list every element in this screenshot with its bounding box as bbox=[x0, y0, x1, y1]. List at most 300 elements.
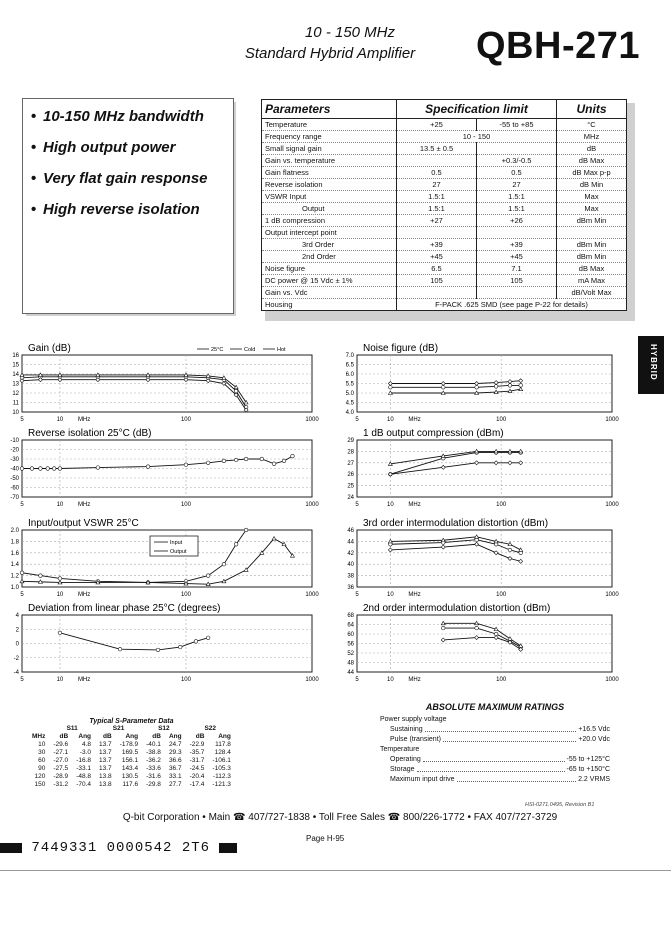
sparam-cell: -105.3 bbox=[212, 765, 231, 772]
spec-table bbox=[261, 99, 627, 311]
spec-header-parameters: Parameters bbox=[262, 100, 397, 119]
sparam-col-header: dB bbox=[103, 733, 112, 740]
x-tick-label: 5 bbox=[20, 592, 24, 598]
y-tick-label: -30 bbox=[10, 457, 19, 463]
y-tick-label: 28 bbox=[347, 449, 354, 456]
spec-cell: dB Max bbox=[557, 263, 627, 275]
sparam-cell: -40.1 bbox=[146, 741, 161, 748]
sparam-cell: 24.7 bbox=[168, 741, 182, 748]
x-tick-label: 10 bbox=[387, 592, 394, 598]
spec-cell: dB Min bbox=[557, 179, 627, 191]
legend-label: Hot bbox=[277, 347, 286, 353]
spec-cell: +26 bbox=[477, 215, 557, 227]
sparam-cell: 36.7 bbox=[168, 765, 182, 772]
spec-cell: 1.5:1 bbox=[397, 203, 477, 215]
data-point bbox=[39, 574, 43, 578]
spec-cell: VSWR Input bbox=[262, 191, 397, 203]
data-point bbox=[272, 462, 276, 466]
data-point bbox=[475, 636, 479, 640]
sparam-col-header: dB bbox=[152, 733, 161, 740]
rating-row bbox=[380, 775, 610, 785]
data-point bbox=[260, 457, 264, 461]
spec-cell: °C bbox=[557, 119, 627, 131]
x-tick-label: 100 bbox=[496, 502, 507, 508]
y-tick-label: 6.0 bbox=[345, 372, 354, 378]
spec-header-limit: Specification limit bbox=[397, 100, 557, 119]
data-point bbox=[178, 645, 182, 649]
y-tick-label: 10 bbox=[12, 410, 19, 416]
rating-value: -55 to +125°C bbox=[566, 756, 610, 763]
spec-cell: +0.3/-0.5 bbox=[477, 155, 557, 167]
data-point bbox=[184, 463, 188, 467]
spec-cell: 1.5:1 bbox=[397, 191, 477, 203]
spec-cell bbox=[397, 287, 477, 299]
y-tick-label: 2 bbox=[15, 627, 19, 634]
x-axis-label: MHz bbox=[77, 677, 91, 683]
data-point bbox=[20, 571, 24, 575]
spec-cell: Reverse isolation bbox=[262, 179, 397, 191]
spec-cell: 27 bbox=[397, 179, 477, 191]
x-tick-label: 1000 bbox=[605, 592, 619, 598]
bottom-rule bbox=[0, 870, 671, 871]
data-point bbox=[291, 454, 295, 458]
series-line bbox=[22, 456, 292, 468]
x-tick-label: 100 bbox=[496, 592, 507, 598]
spec-cell: dB bbox=[557, 143, 627, 155]
spec-cell: Small signal gain bbox=[262, 143, 397, 155]
spec-cell: DC power @ 15 Vdc ± 1% bbox=[262, 275, 397, 287]
x-tick-label: 10 bbox=[56, 592, 64, 598]
sparam-col-header: MHz bbox=[32, 733, 46, 740]
data-point bbox=[494, 385, 498, 389]
y-tick-label: 1.0 bbox=[10, 585, 19, 591]
rating-value: -65 to +150°C bbox=[566, 766, 610, 773]
spec-row bbox=[262, 191, 627, 203]
y-tick-label: -2 bbox=[13, 655, 19, 662]
spec-cell: mA Max bbox=[557, 275, 627, 287]
sparam-cell: 13.7 bbox=[99, 749, 112, 756]
rating-label: Maximum input drive bbox=[390, 776, 455, 783]
spec-row bbox=[262, 155, 627, 167]
spec-cell: dBm Min bbox=[557, 239, 627, 251]
y-tick-label: 46 bbox=[347, 528, 354, 534]
x-axis-label: MHz bbox=[408, 417, 421, 423]
rating-row bbox=[380, 765, 610, 775]
y-tick-label: 7.0 bbox=[345, 353, 354, 359]
sparam-cell: 130.5 bbox=[121, 773, 139, 780]
y-tick-label: 60 bbox=[347, 632, 354, 638]
x-axis-label: MHz bbox=[408, 502, 421, 508]
spec-cell: Gain vs. temperature bbox=[262, 155, 397, 167]
data-point bbox=[494, 636, 498, 640]
data-point bbox=[206, 636, 210, 640]
y-tick-label: 5.0 bbox=[345, 391, 354, 397]
spec-row bbox=[262, 215, 627, 227]
y-tick-label: -50 bbox=[10, 476, 19, 482]
chart-title: Deviation from linear phase 25°C (degrees) bbox=[28, 603, 221, 614]
spec-row bbox=[262, 251, 627, 263]
rating-row bbox=[380, 735, 610, 745]
sparam-col-header: Ang bbox=[218, 733, 231, 740]
doc-reference: HSI-0271.0495, Revision B1 bbox=[525, 802, 595, 808]
sparam-col-header: Ang bbox=[78, 733, 92, 740]
spec-cell: +39 bbox=[477, 239, 557, 251]
y-tick-label: 4.0 bbox=[345, 410, 354, 416]
sparam-cell: -35.7 bbox=[189, 749, 205, 756]
spec-row bbox=[262, 275, 627, 287]
data-point bbox=[96, 466, 100, 470]
y-tick-label: -4 bbox=[13, 670, 19, 676]
sparam-cell: -36.2 bbox=[146, 757, 161, 764]
sparam-cell: -121.3 bbox=[212, 781, 231, 788]
sparam-cell: -27.5 bbox=[53, 765, 69, 772]
feature-item: • High output power bbox=[31, 138, 233, 157]
y-tick-label: -70 bbox=[10, 495, 19, 501]
sparam-cell: 4.8 bbox=[81, 741, 92, 748]
data-point bbox=[388, 548, 392, 552]
data-point bbox=[441, 465, 445, 469]
sparam-col-header: Ang bbox=[125, 733, 139, 740]
data-point bbox=[519, 387, 523, 391]
y-tick-label: 13 bbox=[12, 381, 19, 388]
x-tick-label: 10 bbox=[387, 417, 394, 423]
sparam-group: S12 bbox=[158, 725, 170, 732]
sparam-cell: 156.1 bbox=[121, 757, 139, 764]
sparam-col-header: Ang bbox=[168, 733, 182, 740]
data-point bbox=[234, 542, 238, 546]
data-point bbox=[52, 467, 56, 471]
sparam-cell: 29.3 bbox=[168, 749, 182, 756]
sparam-cell: 33.1 bbox=[168, 773, 182, 780]
data-point bbox=[475, 626, 479, 630]
series-line bbox=[22, 380, 246, 410]
spec-cell: Max bbox=[557, 191, 627, 203]
ratings-box bbox=[380, 702, 610, 785]
data-point bbox=[519, 379, 523, 383]
y-tick-label: 38 bbox=[347, 573, 354, 580]
sparam-row bbox=[28, 765, 235, 773]
x-tick-label: 5 bbox=[20, 677, 24, 683]
spec-cell: dBm Min bbox=[557, 251, 627, 263]
spec-cell: +45 bbox=[477, 251, 557, 263]
data-point bbox=[494, 381, 498, 385]
spec-cell: 0.5 bbox=[477, 167, 557, 179]
x-tick-label: 5 bbox=[355, 417, 359, 423]
series-line bbox=[22, 375, 246, 403]
data-point bbox=[58, 631, 62, 635]
sparam-cell: 90 bbox=[38, 765, 46, 772]
y-tick-label: 2.0 bbox=[10, 528, 19, 534]
x-tick-label: 10 bbox=[387, 502, 394, 508]
y-tick-label: 26 bbox=[347, 472, 354, 479]
x-tick-label: 5 bbox=[355, 502, 359, 508]
data-point bbox=[282, 542, 286, 546]
sparam-cell: 128.4 bbox=[214, 749, 231, 756]
x-tick-label: 1000 bbox=[305, 592, 319, 598]
header-subtitle-desc: Standard Hybrid Amplifier bbox=[244, 45, 416, 62]
spec-cell: 7.1 bbox=[477, 263, 557, 275]
chart-title: 2nd order intermodulation distortion (dBm) bbox=[363, 603, 551, 614]
data-point bbox=[508, 557, 512, 561]
spec-cell: 105 bbox=[397, 275, 477, 287]
y-tick-label: 16 bbox=[12, 353, 19, 359]
data-point bbox=[206, 574, 210, 578]
data-point bbox=[244, 528, 248, 532]
data-point bbox=[194, 640, 198, 644]
chart-title: 1 dB output compression (dBm) bbox=[363, 428, 504, 439]
spec-cell: 0.5 bbox=[397, 167, 477, 179]
data-point bbox=[58, 467, 62, 471]
data-point bbox=[222, 459, 226, 463]
data-point bbox=[222, 562, 226, 566]
sparam-cell: -33.6 bbox=[146, 765, 161, 772]
sparam-cell: -31.7 bbox=[189, 757, 205, 764]
legend-label: Input bbox=[170, 540, 183, 546]
rating-leader bbox=[425, 725, 577, 732]
rating-label: Temperature bbox=[380, 746, 420, 753]
spec-cell: +25 bbox=[397, 119, 477, 131]
spec-cell: Gain vs. Vdc bbox=[262, 287, 397, 299]
spec-cell: Temperature bbox=[262, 119, 397, 131]
spec-cell: dBm Min bbox=[557, 215, 627, 227]
spec-row bbox=[262, 239, 627, 251]
y-tick-label: 0 bbox=[15, 641, 19, 648]
rating-label: Pulse (transient) bbox=[390, 736, 441, 743]
feature-item: • Very flat gain response bbox=[31, 169, 233, 188]
x-tick-label: 100 bbox=[180, 677, 191, 683]
data-point bbox=[494, 461, 498, 465]
x-tick-label: 1000 bbox=[305, 417, 319, 423]
y-tick-label: 40 bbox=[347, 562, 354, 569]
page-number: Page H-95 bbox=[306, 834, 345, 843]
sparam-col-header: dB bbox=[195, 733, 205, 740]
spec-cell: 6.5 bbox=[397, 263, 477, 275]
x-tick-label: 100 bbox=[180, 502, 191, 508]
sparam-row bbox=[28, 757, 235, 765]
sparam-cell: -31.6 bbox=[146, 773, 161, 780]
sparam-cell: -112.3 bbox=[212, 773, 231, 780]
sparam-cell: 10 bbox=[38, 741, 46, 748]
spec-cell bbox=[477, 287, 557, 299]
x-tick-label: 100 bbox=[496, 677, 507, 683]
y-tick-label: -60 bbox=[10, 485, 19, 492]
spec-cell: 3rd Order bbox=[262, 239, 397, 251]
data-point bbox=[441, 382, 445, 386]
data-point bbox=[475, 386, 479, 390]
sparam-cell: 36.6 bbox=[168, 757, 182, 764]
spec-cell: 13.5 ± 0.5 bbox=[397, 143, 477, 155]
x-tick-label: 5 bbox=[355, 677, 359, 683]
spec-header-units: Units bbox=[557, 100, 627, 119]
data-point bbox=[519, 461, 523, 465]
x-axis-label: MHz bbox=[77, 417, 91, 423]
chart-title: Gain (dB) bbox=[28, 343, 71, 354]
y-tick-label: 48 bbox=[347, 660, 354, 667]
spec-cell: Frequency range bbox=[262, 131, 397, 143]
sparam-group: S21 bbox=[112, 725, 125, 732]
sparam-row bbox=[28, 773, 235, 781]
sparam-row bbox=[28, 741, 235, 749]
data-point bbox=[156, 648, 160, 652]
legend-label: Cold bbox=[244, 347, 256, 353]
y-tick-label: 4 bbox=[15, 613, 19, 619]
x-tick-label: 10 bbox=[387, 677, 394, 683]
y-tick-label: 6.5 bbox=[345, 362, 354, 369]
data-point bbox=[206, 461, 210, 465]
footer-contact: Q-bit Corporation • Main ☎ 407/727-1838 • Toll Free Sales ☎ 800/226-1772 • FAX 407/727-3729 bbox=[122, 812, 558, 823]
sparam-cell: 117.6 bbox=[122, 781, 139, 788]
spec-row bbox=[262, 131, 627, 143]
chart-title: Reverse isolation 25°C (dB) bbox=[28, 428, 152, 439]
sparam-cell: -27.1 bbox=[53, 749, 69, 756]
y-tick-label: 29 bbox=[347, 438, 354, 444]
sparam-cell: -178.9 bbox=[119, 741, 139, 748]
sparam-cell: -17.4 bbox=[189, 781, 205, 788]
sparam-cell: -3.0 bbox=[79, 749, 92, 756]
data-point bbox=[508, 384, 512, 388]
y-tick-label: 36 bbox=[347, 585, 354, 591]
x-axis-label: MHz bbox=[408, 592, 421, 598]
barcode-text bbox=[0, 840, 237, 857]
spec-cell: Output intercept point bbox=[262, 227, 397, 239]
data-point bbox=[441, 626, 445, 630]
data-point bbox=[244, 457, 248, 461]
spec-cell: 1 dB compression bbox=[262, 215, 397, 227]
rating-row bbox=[380, 725, 610, 735]
spec-cell: dB/Volt Max bbox=[557, 287, 627, 299]
y-tick-label: 1.6 bbox=[10, 550, 19, 557]
spec-cell: 105 bbox=[477, 275, 557, 287]
y-tick-label: 42 bbox=[347, 550, 354, 557]
sparam-col-header: dB bbox=[59, 733, 69, 740]
x-tick-label: 1000 bbox=[605, 502, 619, 508]
spec-cell: +27 bbox=[397, 215, 477, 227]
data-point bbox=[494, 551, 498, 555]
y-tick-label: 1.2 bbox=[10, 573, 19, 580]
y-tick-label: 15 bbox=[12, 362, 19, 369]
rating-value: 2.2 VRMS bbox=[578, 776, 610, 783]
sparam-group: S22 bbox=[204, 725, 217, 732]
data-point bbox=[508, 461, 512, 465]
x-tick-label: 5 bbox=[355, 592, 359, 598]
data-point bbox=[475, 461, 479, 465]
sparam-cell: 120 bbox=[34, 773, 46, 780]
sparam-cell: -29.8 bbox=[146, 781, 161, 788]
sparam-table bbox=[28, 718, 235, 789]
y-tick-label: 12 bbox=[12, 391, 19, 397]
sparam-cell: -38.8 bbox=[146, 749, 161, 756]
data-point bbox=[508, 380, 512, 384]
y-tick-label: 1.8 bbox=[10, 539, 19, 546]
spec-cell bbox=[477, 227, 557, 239]
y-tick-label: 11 bbox=[12, 400, 19, 407]
data-point bbox=[46, 467, 50, 471]
rating-leader bbox=[417, 765, 565, 772]
spec-row bbox=[262, 119, 627, 131]
rating-row bbox=[380, 755, 610, 765]
spec-cell: Noise figure bbox=[262, 263, 397, 275]
sparam-cell: -28.9 bbox=[53, 773, 69, 780]
rating-label: Operating bbox=[390, 756, 421, 763]
spec-cell: 2nd Order bbox=[262, 251, 397, 263]
spec-cell bbox=[397, 155, 477, 167]
sparam-cell: 13.7 bbox=[99, 741, 112, 748]
y-tick-label: -10 bbox=[10, 438, 19, 444]
x-tick-label: 100 bbox=[180, 592, 191, 598]
data-point bbox=[508, 548, 512, 552]
spec-cell bbox=[477, 143, 557, 155]
spec-row bbox=[262, 203, 627, 215]
x-tick-label: 10 bbox=[56, 502, 64, 508]
rating-row bbox=[380, 745, 610, 755]
rating-leader bbox=[449, 715, 608, 722]
chart-title: 3rd order intermodulation distortion (dBm) bbox=[363, 518, 549, 529]
x-tick-label: 10 bbox=[56, 417, 64, 423]
sparam-title: Typical S-Parameter Data bbox=[89, 718, 174, 725]
y-tick-label: 4.5 bbox=[345, 400, 354, 407]
model-number: QBH-271 bbox=[476, 25, 640, 67]
sparam-cell: -48.8 bbox=[76, 773, 92, 780]
data-point bbox=[441, 545, 445, 549]
spec-cell: 27 bbox=[477, 179, 557, 191]
series-line bbox=[22, 530, 246, 582]
spec-cell: Output bbox=[262, 203, 397, 215]
y-tick-label: 52 bbox=[347, 651, 354, 657]
spec-cell: 1.5:1 bbox=[477, 191, 557, 203]
data-point bbox=[58, 577, 62, 581]
y-tick-label: 5.5 bbox=[345, 381, 354, 388]
data-point bbox=[146, 465, 150, 469]
spec-cell bbox=[397, 227, 477, 239]
rating-value: +20.0 Vdc bbox=[578, 736, 610, 743]
sparam-cell: -27.0 bbox=[53, 757, 69, 764]
rating-label: Storage bbox=[390, 766, 415, 773]
sparam-cell: 13.8 bbox=[99, 781, 112, 788]
sparam-cell: 60 bbox=[38, 757, 46, 764]
y-tick-label: -20 bbox=[10, 447, 19, 454]
rating-leader bbox=[443, 735, 576, 742]
sparam-cell: -24.5 bbox=[189, 765, 205, 772]
barcode-block bbox=[0, 843, 22, 853]
y-tick-label: 1.4 bbox=[10, 562, 19, 569]
legend-label: 25°C bbox=[211, 347, 224, 353]
x-axis-label: MHz bbox=[408, 677, 421, 683]
x-axis-label: MHz bbox=[77, 592, 91, 598]
sparam-cell: 150 bbox=[34, 781, 46, 788]
sparam-cell: 13.7 bbox=[99, 765, 112, 772]
chart-title: Noise figure (dB) bbox=[363, 343, 439, 354]
y-tick-label: 44 bbox=[347, 539, 354, 546]
x-tick-label: 100 bbox=[180, 417, 191, 423]
spec-cell: Gain flatness bbox=[262, 167, 397, 179]
sparam-cell: -16.8 bbox=[76, 757, 92, 764]
features-box bbox=[22, 98, 234, 314]
chart-title: Input/output VSWR 25°C bbox=[28, 518, 139, 529]
rating-label: Sustaining bbox=[390, 726, 423, 733]
data-point bbox=[475, 382, 479, 386]
sparam-cell: -106.1 bbox=[212, 757, 231, 764]
data-point bbox=[20, 467, 24, 471]
data-point bbox=[39, 467, 43, 471]
x-tick-label: 5 bbox=[20, 502, 24, 508]
barcode-value: 7449331 0000542 2T6 bbox=[31, 840, 211, 856]
sparam-group: S11 bbox=[66, 725, 78, 732]
spec-cell: Housing bbox=[262, 299, 397, 311]
spec-cell: Max bbox=[557, 203, 627, 215]
spec-row bbox=[262, 227, 627, 239]
feature-item: • High reverse isolation bbox=[31, 200, 233, 219]
spec-cell: 10 - 150 bbox=[397, 131, 557, 143]
